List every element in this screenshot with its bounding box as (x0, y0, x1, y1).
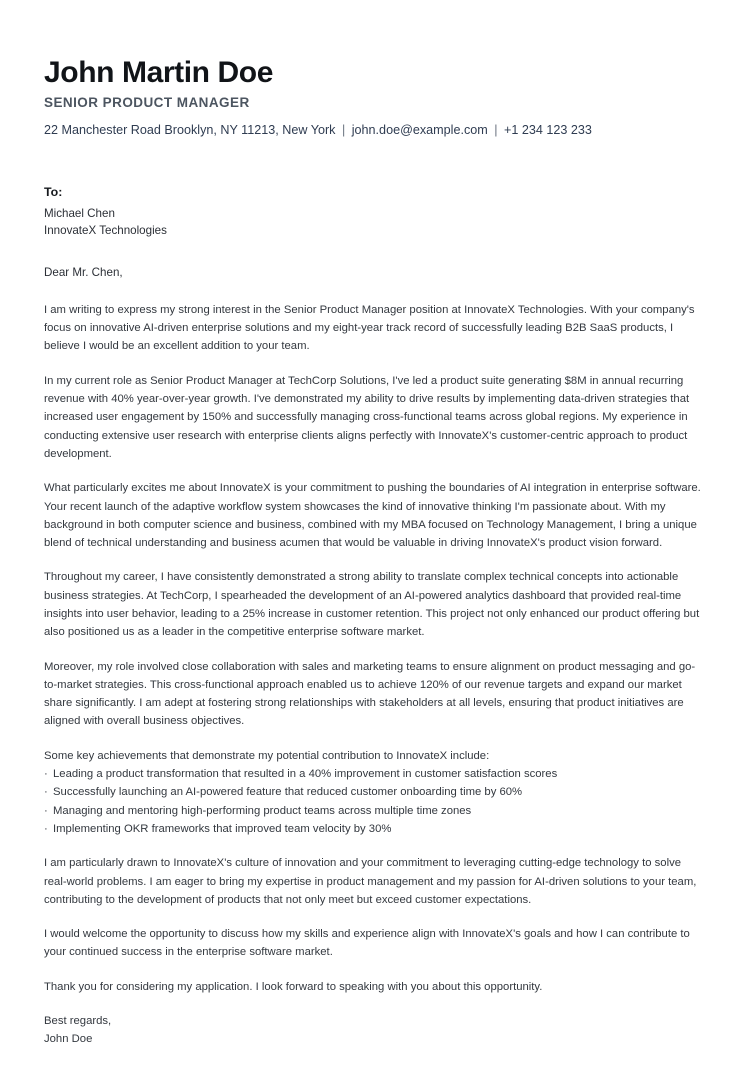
sender-name: John Martin Doe (44, 56, 274, 89)
sender-address: 22 Manchester Road Brooklyn, NY 11213, New York (44, 122, 336, 137)
achievements-block (44, 747, 706, 838)
achievements-list (44, 765, 706, 838)
contact-line (44, 122, 706, 138)
sender-job-title: SENIOR PRODUCT MANAGER (44, 94, 250, 110)
recipient-company: InnovateX Technologies (44, 223, 167, 237)
sender-email[interactable]: john.doe@example.com (351, 122, 488, 137)
body-paragraph-5: Moreover, my role involved close collaboration with sales and marketing teams to ensure alignment on product messaging and go-to-market strategies. This cross-functional approach enabled us to achieve 120% of our revenue targets and expand our market share significantly. I am adept at fostering strong relationships with stakeholders at all levels, ensuring that product initiatives are aligned with overall business objectives. (44, 660, 696, 728)
body-paragraph-7: I would welcome the opportunity to discuss how my skills and experience align with InnovateX's goals and how I can contribute to your continued success in the enterprise software market. (44, 928, 690, 959)
body-paragraph-2: In my current role as Senior Product Manager at TechCorp Solutions, I've led a product suite generating $8M in annual recurring revenue with 40% year-over-year growth. I've demonstrated my ability to drive results by implementing data-driven strategies that increased user engagement by 150% and successfully managing cross-functional teams across global regions. My experience in conducting extensive user research with enterprise clients aligns perfectly with InnovateX's customer-centric approach to product development. (44, 374, 690, 460)
body-paragraph-4: Throughout my career, I have consistently demonstrated a strong ability to translate complex technical concepts into actionable business strategies. At TechCorp, I spearheaded the development of an AI-powered analytics dashboard that provided real-time insights into user behavior, leading to a 25% increase in customer retention. This project not only enhanced our product offering but also positioned us as a leader in the competitive enterprise software market. (44, 571, 700, 639)
contact-separator-1: | (341, 122, 346, 137)
body-paragraph-3: What particularly excites me about InnovateX is your commitment to pushing the boundaries of AI integration in enterprise software. Your recent launch of the adaptive workflow system showcases the kind of innovative thinking I'm passionate about. With my background in both computer science and business, combined with my MBA focused on Technology Management, I bring a unique blend of technical understanding and business acumen that would be valuable in driving InnovateX's product vision forward. (44, 482, 701, 550)
recipient-block (44, 184, 706, 239)
recipient-person: Michael Chen (44, 207, 115, 221)
sender-phone[interactable]: +1 234 123 233 (504, 122, 592, 137)
body-paragraph-6: I am particularly drawn to InnovateX's culture of innovation and your commitment to leveraging cutting-edge technology to solve real-world problems. I am eager to bring my expertise in product management and my passion for AI-driven solutions to your team, contributing to the development of products that not only meet but exceed customer expectations. (44, 857, 697, 906)
achievements-intro: Some key achievements that demonstrate my potential contribution to InnovateX include: (44, 749, 490, 762)
body-paragraph-8: Thank you for considering my application. I look forward to speaking with you about this opportunity. (44, 980, 543, 993)
letter-body (44, 301, 706, 1049)
to-label: To: (44, 185, 63, 200)
signature-block (44, 1012, 706, 1049)
list-item: · Successfully launching an AI-powered feature that reduced customer onboarding time by 60% (44, 783, 706, 801)
list-item: · Leading a product transformation that resulted in a 40% improvement in customer satisfaction scores (44, 765, 706, 783)
signature-closing: Best regards, (44, 1015, 112, 1028)
salutation: Dear Mr. Chen, (44, 266, 123, 280)
body-paragraph-1: I am writing to express my strong interest in the Senior Product Manager position at InnovateX Technologies. With your company's focus on innovative AI-driven enterprise solutions and my eight-year track record of successfully leading B2B SaaS products, I believe I would be an excellent addition to your team. (44, 303, 695, 353)
list-item: · Managing and mentoring high-performing product teams across multiple time zones (44, 802, 706, 820)
letter-header (44, 56, 706, 144)
list-item: · Implementing OKR frameworks that improved team velocity by 30% (44, 820, 706, 838)
signature-name: John Doe (44, 1033, 93, 1046)
contact-separator-2: | (494, 122, 498, 137)
